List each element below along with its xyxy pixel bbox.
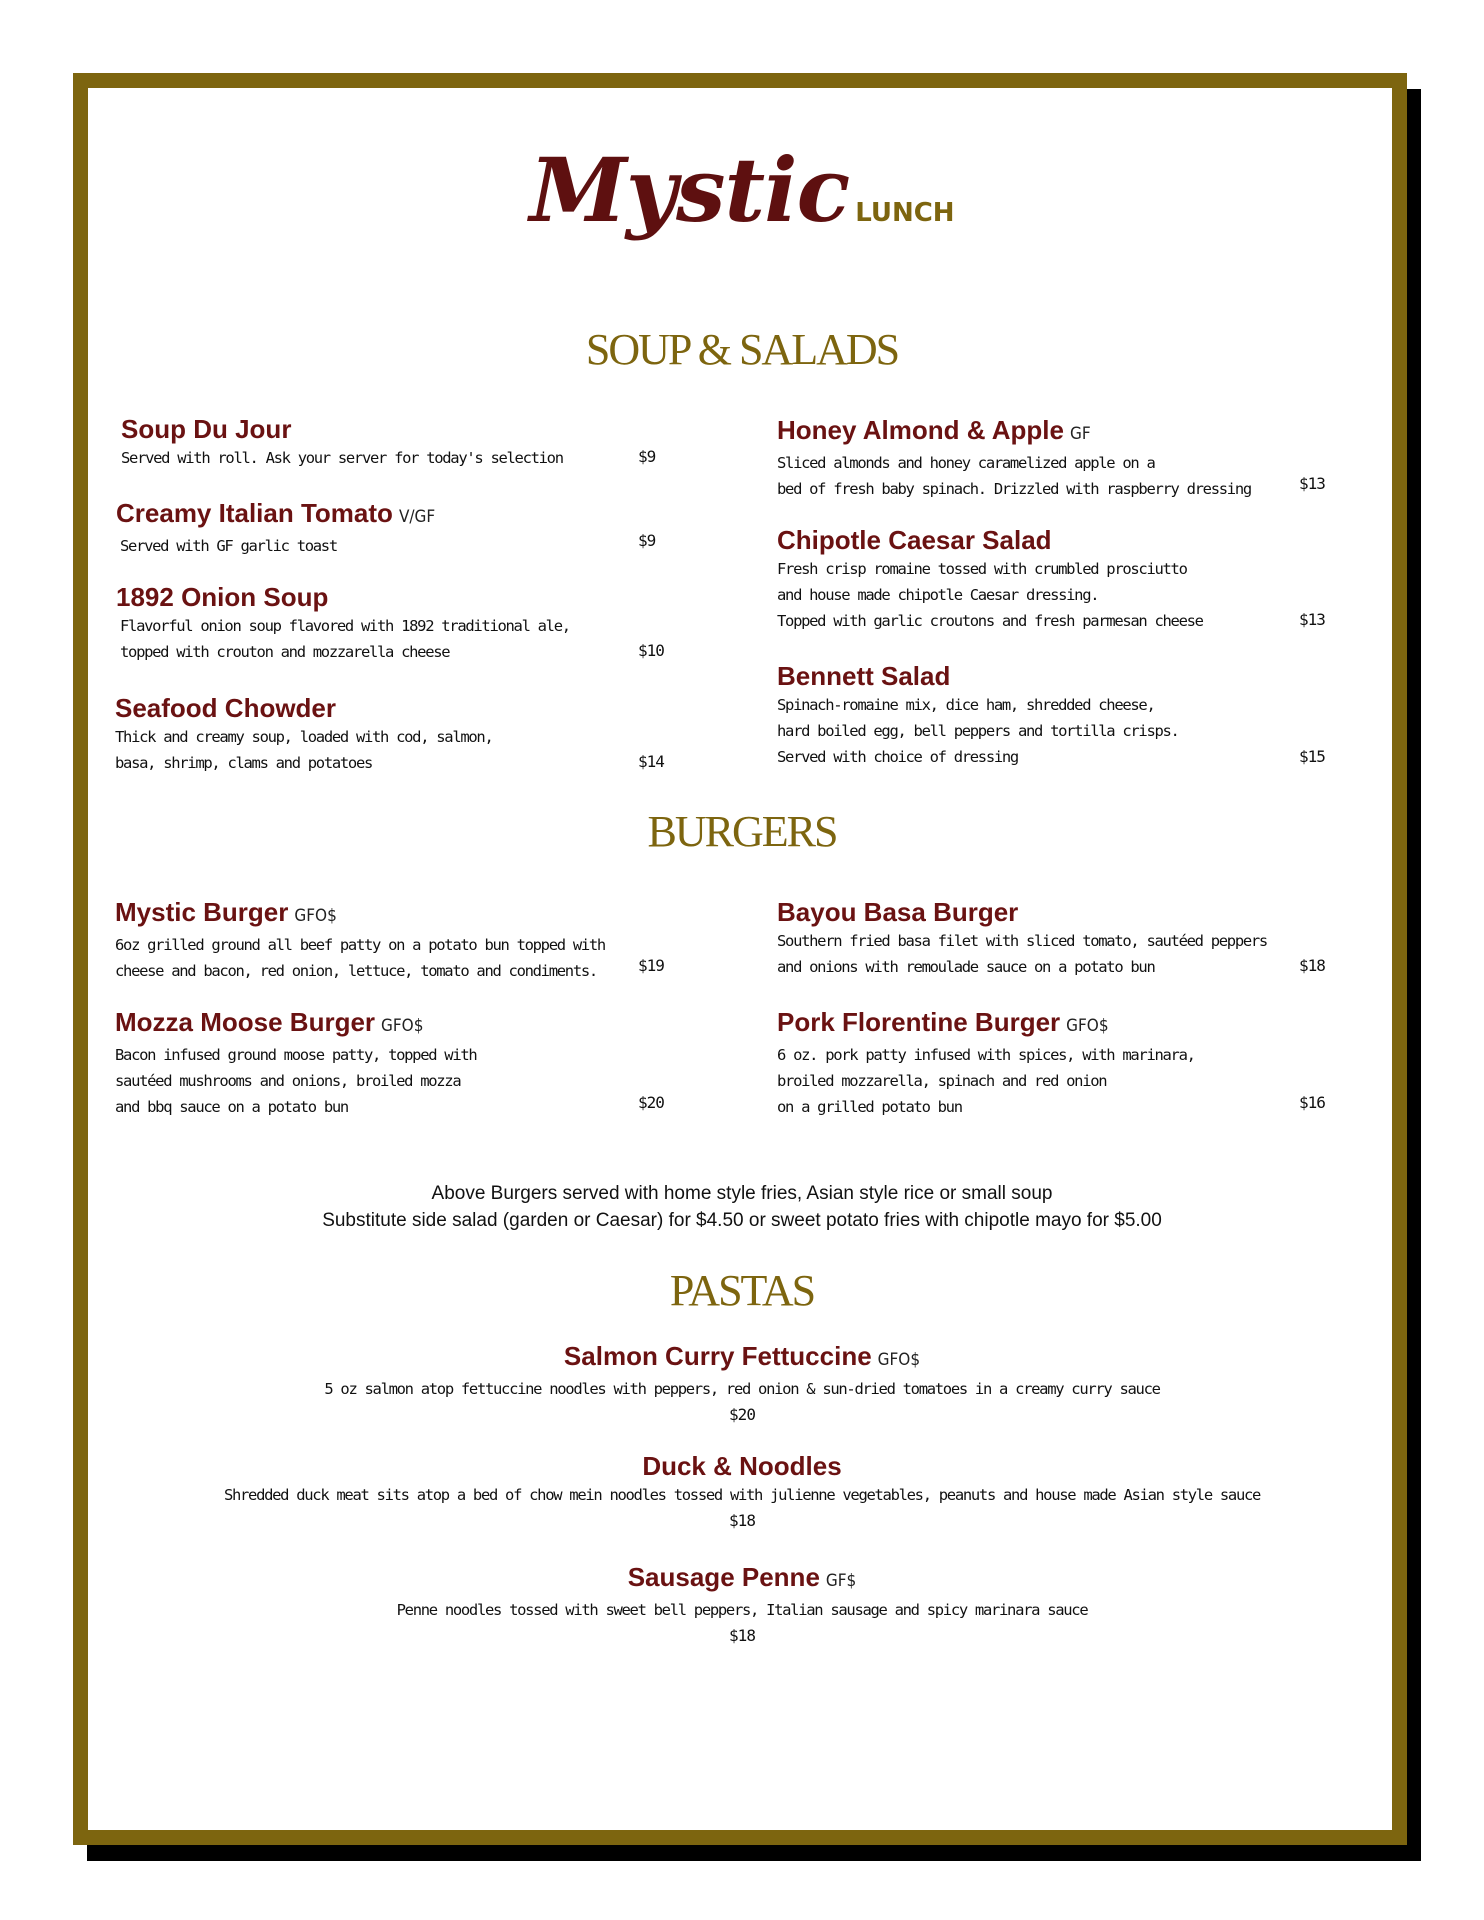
item-desc: Topped with garlic croutons and fresh parmesan cheese [777,612,1203,630]
item-desc: Bacon infused ground moose patty, topped with [115,1046,477,1064]
item-desc: topped with crouton and mozzarella cheese [120,643,450,661]
item-desc: Southern fried basa filet with sliced tomato, sautéed peppers [777,932,1267,950]
menu-item-bayou-basa-burger [777,896,1267,980]
item-desc: 5 oz salmon atop fettuccine noodles with peppers, red onion & sun-dried tomatoes in a creamy curry sauce [324,1380,1160,1398]
restaurant-title: Mystic [529,138,850,242]
item-desc: Thick and creamy soup, loaded with cod, salmon, [115,728,493,746]
item-desc: hard boiled egg, bell peppers and tortilla crisps. [777,722,1179,740]
menu-item-chipotle-caesar [777,524,1203,634]
item-price: $16 [1299,1093,1325,1112]
burger-side-note [0,1180,1484,1234]
item-price: $20 [638,1093,664,1112]
item-name: Honey Almond & Apple GF [777,415,1091,445]
item-desc: and onions with remoulade sauce on a potato bun [777,958,1155,976]
menu-item-salmon-curry-fettuccine [0,1340,1484,1428]
menu-item-creamy-italian-tomato [116,497,435,559]
item-price: $18 [729,1626,755,1645]
menu-item-mystic-burger [115,896,605,984]
item-desc: sautéed mushrooms and onions, broiled mozza [115,1072,461,1090]
item-desc: 6oz grilled ground all beef patty on a potato bun topped with [115,936,605,954]
dietary-tag: GF$ [825,1571,857,1591]
item-name: Seafood Chowder [115,693,337,723]
item-price: $15 [1299,747,1325,766]
item-name: Salmon Curry Fettuccine GFO$ [563,1341,921,1371]
dietary-tag: GF [1069,424,1091,444]
menu-item-sausage-penne [0,1561,1484,1649]
menu-item-1892-onion-soup [116,581,570,665]
menu-item-honey-almond-apple [777,414,1251,502]
dietary-tag: V/GF [398,507,436,527]
section-heading-pastas: PASTAS [669,1266,815,1315]
item-price: $9 [638,531,656,550]
item-desc: broiled mozzarella, spinach and red onion [777,1072,1107,1090]
item-name: Pork Florentine Burger GFO$ [777,1007,1109,1037]
item-desc: Penne noodles tossed with sweet bell peppers, Italian sausage and spicy marinara sauce [396,1601,1088,1619]
item-desc: and bbq sauce on a potato bun [115,1098,348,1116]
menu-item-duck-noodles [0,1450,1484,1534]
item-price: $13 [1299,474,1325,493]
item-name: Mozza Moose Burger GFO$ [115,1007,424,1037]
item-price: $18 [729,1511,755,1530]
item-name: Chipotle Caesar Salad [777,525,1052,555]
item-desc: on a grilled potato bun [777,1098,962,1116]
dietary-tag: GFO$ [877,1350,921,1370]
item-name: 1892 Onion Soup [116,582,329,612]
item-desc: Sliced almonds and honey caramelized apple on a [777,454,1155,472]
menu-item-bennett-salad [777,660,1179,770]
item-name: Creamy Italian Tomato V/GF [116,498,436,528]
section-heading-soup-salads: SOUP & SALADS [585,325,899,374]
item-name: Duck & Noodles [642,1451,842,1481]
menu-item-pork-florentine-burger [777,1006,1195,1120]
item-desc: Served with GF garlic toast [120,537,337,555]
item-desc: cheese and bacon, red onion, lettuce, tomato and condiments. [115,962,597,980]
item-desc: Spinach-romaine mix, dice ham, shredded cheese, [777,696,1155,714]
item-price: $14 [638,752,664,771]
item-desc: Flavorful onion soup flavored with 1892 traditional ale, [120,617,570,635]
item-desc: and house made chipotle Caesar dressing. [777,586,1099,604]
note-line: Above Burgers served with home style fries, Asian style rice or small soup [431,1183,1053,1204]
item-desc: bed of fresh baby spinach. Drizzled with raspberry dressing [777,480,1251,498]
item-name: Sausage Penne GF$ [627,1562,857,1592]
item-name: Mystic Burger GFO$ [115,897,337,927]
menu-item-mozza-moose-burger [115,1006,476,1120]
menu-item-seafood-chowder [115,692,493,776]
menu-header [0,138,1484,242]
item-name: Bayou Basa Burger [777,897,1019,927]
item-desc: Served with roll. Ask your server for today's selection [121,449,563,467]
item-price: $9 [638,447,656,466]
item-price: $18 [1299,956,1325,975]
menu-subtitle: LUNCH [855,198,955,228]
dietary-tag: GFO$ [381,1016,424,1036]
item-price: $13 [1299,610,1325,629]
dietary-tag: GFO$ [294,906,337,926]
item-price: $20 [729,1405,755,1424]
dietary-tag: GFO$ [1066,1016,1109,1036]
item-name: Soup Du Jour [121,414,292,444]
item-name: Bennett Salad [777,661,951,691]
item-desc: Served with choice of dressing [777,748,1018,766]
section-heading-burgers: BURGERS [647,807,837,856]
note-line: Substitute side salad (garden or Caesar) for $4.50 or sweet potato fries with chipotle mayo for $5.00 [322,1210,1162,1231]
item-price: $10 [638,641,664,660]
item-price: $19 [638,956,664,975]
item-desc: basa, shrimp, clams and potatoes [115,754,373,772]
item-desc: 6 oz. pork patty infused with spices, with marinara, [777,1046,1195,1064]
item-desc: Shredded duck meat sits atop a bed of chow mein noodles tossed with julienne vegetables, peanuts and house made Asian style sauce [223,1486,1261,1504]
item-desc: Fresh crisp romaine tossed with crumbled prosciutto [777,560,1187,578]
menu-item-soup-du-jour [121,413,563,471]
